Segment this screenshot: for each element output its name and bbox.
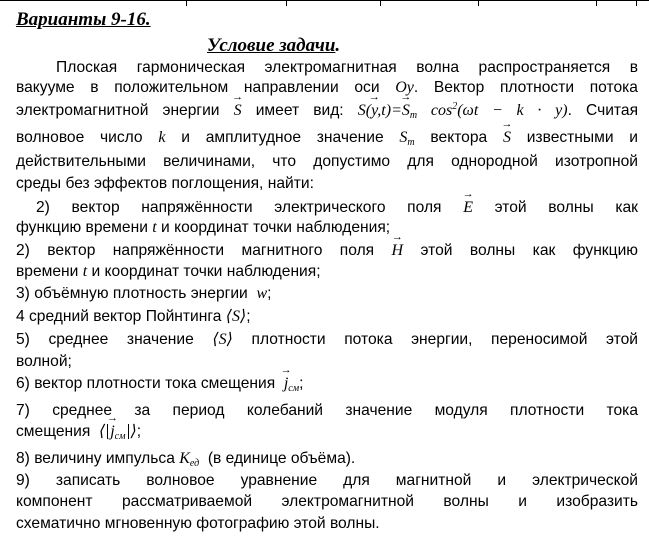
displacement-current-symbol xyxy=(284,374,288,394)
formula-eq: = xyxy=(391,102,402,119)
item-2e-line-1 xyxy=(16,198,638,218)
item-7-text-a: 7) среднее за период колебаний значение модуля плотности тока xyxy=(16,402,638,419)
intro-text-4c: вектора xyxy=(430,129,488,146)
item-2e-line-2 xyxy=(16,218,638,238)
item-9-line-2 xyxy=(16,492,638,512)
item-2h-text-d: и координат точки наблюдения; xyxy=(91,263,321,280)
wave-number-k: k xyxy=(158,129,166,146)
amplitude-s: S xyxy=(399,129,408,146)
item-9-text-a: 9) записать волновое уравнение для магнитной и электрической xyxy=(16,472,638,489)
table-cell-divider xyxy=(636,0,637,6)
item-5-text-a: 5) среднее значение xyxy=(16,331,194,348)
item-3 xyxy=(16,284,638,304)
formula-cos: cos xyxy=(430,102,453,119)
intro-text-4a: волновое число xyxy=(16,129,143,146)
item-3-text: 3) объёмную плотность энергии xyxy=(16,285,248,302)
intro-text-3b: имеет вид: xyxy=(255,102,344,119)
table-cell-divider xyxy=(186,0,187,6)
displacement-sub: см xyxy=(288,383,300,394)
bracket-left: ⟨ xyxy=(98,423,106,440)
energy-density-w: w xyxy=(256,285,268,302)
item-4 xyxy=(16,307,638,327)
mean-s-value: ⟨S⟩ xyxy=(212,331,233,348)
momentum-sub: ед xyxy=(189,458,200,469)
intro-line-4 xyxy=(16,128,638,148)
table-cell-divider xyxy=(380,0,381,6)
item-9-line-3 xyxy=(16,514,638,534)
item-2h-text-c: времени xyxy=(16,263,79,280)
intro-line-3 xyxy=(16,101,638,121)
item-5-text-c: плотности потока энергии, переносимой этой xyxy=(251,331,638,348)
displacement-j: j xyxy=(283,375,289,392)
table-top-border xyxy=(0,0,649,1)
intro-text-2a: вакууме в положительном направлении оси xyxy=(16,79,380,96)
intro-text-4b: и амплитудное значение xyxy=(181,129,384,146)
formula-s-sub: m xyxy=(409,110,418,121)
formula-pow: 2 xyxy=(452,101,458,112)
item-2e-text-c: функцию времени xyxy=(16,219,148,236)
item-2e-text-a: 2) вектор напряжённости электрического поля xyxy=(36,199,442,216)
item-2h-text-b: этой волны как функцию xyxy=(420,242,638,259)
intro-text-3a: электромагнитной энергии xyxy=(16,102,220,119)
item-2e-text-d: и координат точки наблюдения; xyxy=(161,219,391,236)
item-7-end: ; xyxy=(136,423,142,440)
item-5-text-d: волной; xyxy=(16,353,72,370)
intro-line-6 xyxy=(16,174,638,194)
condition-title xyxy=(207,35,340,57)
item-8 xyxy=(16,449,638,469)
momentum-k: K xyxy=(179,450,190,467)
mean-poynting-vector: ⟨S⟩ xyxy=(225,308,247,325)
abs-j: j xyxy=(110,423,115,440)
axis-oy: Oy xyxy=(395,79,414,96)
poynting-formula xyxy=(358,102,568,119)
item-2h-line-1 xyxy=(16,241,638,261)
intro-line-5 xyxy=(16,152,638,172)
intro-text-1: Плоская гармоническая электромагнитная волна распространяется в xyxy=(56,59,638,76)
table-cell-divider xyxy=(478,0,479,6)
abs-j-sub: см xyxy=(114,431,126,442)
item-7-line-2 xyxy=(16,422,638,442)
amplitude-sub: m xyxy=(407,137,415,148)
amplitude-sm xyxy=(399,129,414,146)
item-6-end: ; xyxy=(299,375,304,392)
item-9-line-1 xyxy=(16,471,638,491)
magnetic-field-symbol: → H xyxy=(392,241,404,261)
item-6-text: 6) вектор плотности тока смещения xyxy=(16,375,276,392)
formula-arg: (ωt − k · y) xyxy=(457,102,568,119)
item-9-text-b: компонент рассматриваемой электромагнитной волны и изобразить xyxy=(16,493,638,510)
time-t: t xyxy=(152,219,157,236)
table-cell-divider xyxy=(596,0,597,6)
item-6 xyxy=(16,374,638,394)
item-4-end: ; xyxy=(246,308,251,325)
variant-title: Варианты 9-16. xyxy=(16,9,151,30)
item-8-text-a: 8) величину импульса xyxy=(16,450,175,467)
item-5-line-2 xyxy=(16,352,638,372)
intro-line-1 xyxy=(16,58,638,78)
formula-lhs: S(y,t) xyxy=(357,102,392,119)
item-3-end: ; xyxy=(267,285,272,302)
formula-vector xyxy=(358,101,391,121)
item-7-text-b: смещения xyxy=(16,423,91,440)
electric-field-symbol: → E xyxy=(463,198,473,218)
item-8-text-b: (в единице объёма). xyxy=(207,450,356,467)
item-2e-text-b: этой волны как xyxy=(494,199,638,216)
intro-text-4d: известными и xyxy=(526,129,639,146)
condition-title-dot: . xyxy=(335,35,341,56)
item-9-text-c: схематично мгновенную фотографию этой волны. xyxy=(16,515,380,532)
table-cell-divider xyxy=(286,0,287,6)
bracket-right: ⟩ xyxy=(130,423,137,440)
intro-text-2b: . Вектор плотности потока xyxy=(413,79,638,96)
condition-title-text: Условие задачи xyxy=(207,35,336,56)
item-2h-text-a: 2) вектор напряжённости магнитного поля xyxy=(16,242,375,259)
intro-text-3c: . Считая xyxy=(567,102,639,119)
poynting-vector-symbol: → S xyxy=(234,101,242,121)
formula-s: → S xyxy=(402,101,410,121)
abs-bar-right xyxy=(128,424,129,439)
intro-text-6: среды без эффектов поглощения, найти: xyxy=(16,175,314,192)
abs-j-symbol xyxy=(110,422,114,442)
intro-line-2 xyxy=(16,78,638,98)
vector-s-symbol: → S xyxy=(503,128,511,148)
item-5-line-1 xyxy=(16,330,638,350)
item-4-text: 4 средний вектор Пойнтинга xyxy=(16,308,222,325)
item-2h-line-2 xyxy=(16,262,638,282)
time-t: t xyxy=(82,263,88,280)
abs-bar-left xyxy=(107,424,108,439)
intro-text-5: действительными величинами, что допустимо для однородной изотропной xyxy=(16,153,638,170)
